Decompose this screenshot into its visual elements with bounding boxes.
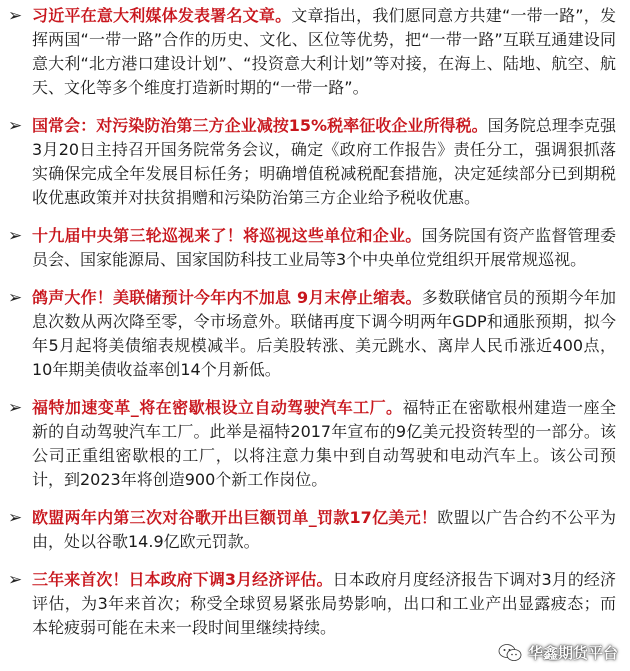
news-item <box>8 286 616 382</box>
news-item <box>8 506 616 554</box>
news-body: 国务院国有资产监督管理委员会、国家能源局、国家国防科技工业局等3个中央单位党组织开展常规巡视。 <box>32 226 616 269</box>
arrow-bullet-icon: ➢ <box>8 226 23 246</box>
watermark <box>498 642 618 663</box>
arrow-bullet-icon: ➢ <box>8 288 23 308</box>
arrow-bullet-icon: ➢ <box>8 570 23 590</box>
arrow-bullet-icon: ➢ <box>8 398 23 418</box>
news-headline: 欧盟两年内第三次对谷歌开出巨额罚单_罚款17亿美元！ <box>32 508 438 527</box>
wechat-icon <box>498 643 522 663</box>
arrow-bullet-icon: ➢ <box>8 6 23 26</box>
arrow-bullet-icon: ➢ <box>8 508 23 528</box>
watermark-text: 华鑫期货平台 <box>527 644 618 662</box>
news-list <box>8 4 616 640</box>
news-headline: 国常会：对污染防治第三方企业减按15%税率征收企业所得税。 <box>32 116 488 135</box>
news-body: 日本政府月度经济报告下调对3月的经济评估，为3年来首次；称受全球贸易紧张局势影响，出口和工业产出显露疲态；而本轮疲弱可能在未来一段时间里继续持续。 <box>32 570 616 637</box>
news-headline: 福特加速变革_将在密歇根设立自动驾驶汽车工厂。 <box>32 398 403 417</box>
news-item <box>8 4 616 100</box>
news-body: 多数联储官员的预期今年加息次数从两次降至零，令市场意外。联储再度下调今明两年GDP和通胀预期，拟今年5月起将美债缩表规模减半。后美股转涨、美元跳水、离岸人民币涨近400点，10年期美债收益率创14个月新低。 <box>32 288 616 379</box>
news-headline: 鸽声大作！美联储预计今年内不加息 9月末停止缩表。 <box>32 288 422 307</box>
news-headline: 三年来首次！日本政府下调3月经济评估。 <box>32 570 333 589</box>
news-body: 国务院总理李克强3月20日主持召开国务院常务会议，确定《政府工作报告》责任分工，强调狠抓落实确保完成全年发展目标任务；明确增值税减税配套措施，决定延续部分已到期税收优惠政策并对扶贫捐赠和污染防治第三方企业给予税收优惠。 <box>32 116 616 207</box>
news-item <box>8 224 616 272</box>
news-item <box>8 114 616 210</box>
news-item <box>8 568 616 640</box>
news-item <box>8 396 616 492</box>
news-body: 福特正在密歇根州建造一座全新的自动驾驶汽车工厂。此举是福特2017年宣布的9亿美元投资转型的一部分。该公司正重组密歇根的工厂，以将注意力集中到自动驾驶和电动汽车上。该公司预计，到2023年将创造900个新工作岗位。 <box>32 398 616 489</box>
arrow-bullet-icon: ➢ <box>8 116 23 136</box>
news-body: 文章指出，我们愿同意方共建“一带一路”，发挥两国“一带一路”合作的历史、文化、区位等优势，把“一带一路”互联互通建设同意大利“北方港口建设计划”、“投资意大利计划”等对接，在海上、陆地、航空、航天、文化等多个维度打造新时期的“一带一路”。 <box>32 6 616 97</box>
news-headline: 十九届中央第三轮巡视来了！将巡视这些单位和企业。 <box>32 226 422 245</box>
news-headline: 习近平在意大利媒体发表署名文章。 <box>32 6 292 25</box>
news-body: 欧盟以广告合约不公平为由，处以谷歌14.9亿欧元罚款。 <box>32 508 616 551</box>
